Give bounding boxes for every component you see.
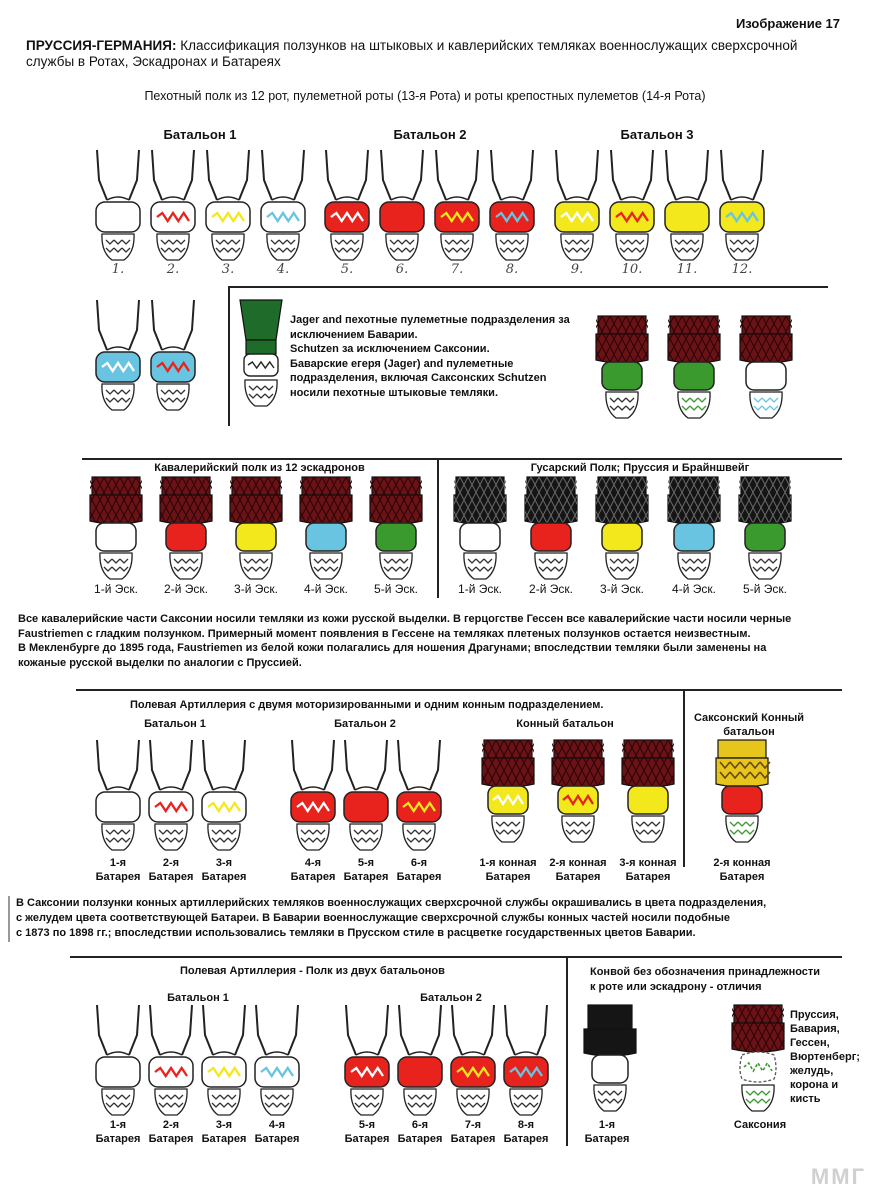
- squadron-label: 4-й Эск.: [672, 582, 716, 596]
- battery-label-line: Батарея: [95, 1133, 141, 1145]
- knot-number: 3.: [221, 262, 235, 277]
- squadron-label: 1-й Эск.: [458, 582, 502, 596]
- battery-label: [379, 856, 459, 884]
- cord-knot-icon: [148, 150, 198, 265]
- cord-knot-icon: [607, 150, 657, 265]
- braided-slider-icon: [368, 477, 424, 581]
- escort-battery-line: 1-я: [598, 1119, 616, 1131]
- braided-slider-icon: [523, 477, 579, 581]
- braided-slider-icon: [550, 740, 606, 844]
- acorn-tassel-icon: [730, 1005, 786, 1115]
- page-title: [26, 38, 836, 70]
- jager-note: [290, 313, 600, 400]
- battalion-1-heading: Батальон 1: [163, 127, 237, 142]
- cavalry-note-line: Все кавалерийские части Саксонии носили темляки из кожи русской выделки. В герцогстве Гессен все кавалерийские части носили черные: [18, 613, 792, 625]
- artillery-1-divider: [76, 689, 842, 691]
- cord-knot-icon: [552, 150, 602, 265]
- escort-state: Бавария,: [790, 1023, 840, 1035]
- braided-slider-icon: [480, 740, 536, 844]
- braided-slider-icon: [620, 740, 676, 844]
- escort-state: кисть: [790, 1093, 821, 1105]
- battery-label-line: Батарея: [148, 1133, 194, 1145]
- squadron-label: 5-й Эск.: [743, 582, 787, 596]
- battery-label: [237, 1118, 317, 1146]
- cord-knot-icon: [377, 150, 427, 265]
- artillery-1-group-3: Конный батальон: [516, 718, 614, 730]
- cord-knot-icon: [93, 740, 143, 855]
- cavalry-note-line: Faustriemen с гладким ползунком. Примерный момент появления в Гессене на темляках плетеных ползунков остается неизвестным.: [18, 627, 751, 640]
- battery-label-line: 6-я: [411, 1119, 429, 1131]
- battery-label-line: 2-я: [162, 857, 180, 869]
- page-title-bold: ПРУССИЯ-ГЕРМАНИЯ:: [26, 38, 177, 53]
- jager-box-left-line: [228, 286, 230, 426]
- artillery-2-title: Полевая Артиллерия - Полк из двух батальонов: [180, 965, 445, 977]
- battery-label-line: 2-я конная: [549, 857, 607, 869]
- escort-title-line: Конвой без обозначения принадлежности: [590, 966, 821, 978]
- cord-knot-icon: [288, 740, 338, 855]
- escort-state: Пруссия,: [790, 1009, 839, 1021]
- escort-battery-label: [577, 1118, 637, 1146]
- battery-label-line: Батарея: [148, 871, 194, 883]
- braided-slider-icon: [594, 477, 650, 581]
- artillery-1-separator: [683, 689, 685, 867]
- jager-note-line: Jager and пехотные пулеметные подразделения за: [290, 314, 570, 326]
- battery-label-line: Батарея: [201, 1133, 247, 1145]
- braided-slider-icon: [737, 477, 793, 581]
- battery-label-line: 1-я: [109, 1119, 127, 1131]
- cord-knot-icon: [394, 740, 444, 855]
- battery-label-line: Батарея: [485, 871, 531, 883]
- escort-states: [790, 1008, 878, 1106]
- hussar-title: Гусарский Полк; Пруссия и Брайншвейг: [530, 462, 750, 474]
- watermark-text: ММГ: [810, 1164, 866, 1189]
- battery-label-line: Батарея: [396, 871, 442, 883]
- battery-label-line: 2-я: [162, 1119, 180, 1131]
- jager-note-line: носили пехотные штыковые темляки.: [290, 386, 498, 399]
- cord-knot-icon: [432, 150, 482, 265]
- braided-slider-icon: [666, 316, 722, 420]
- braided-slider-icon: [666, 477, 722, 581]
- knot-number: 11.: [676, 262, 698, 277]
- braided-slider-icon: [88, 477, 144, 581]
- battery-label-line: Батарея: [555, 871, 601, 883]
- saxon-horse-title-line: батальон: [723, 726, 775, 738]
- battery-label-line: Батарея: [397, 1133, 443, 1145]
- artillery-1-group-1: Батальон 1: [144, 718, 206, 730]
- battery-label-line: 3-я конная: [619, 857, 677, 869]
- saxon-horse-title-line: Саксонский Конный: [693, 712, 805, 724]
- image-label: Изображение 17: [735, 16, 840, 31]
- battery-label: [486, 1118, 566, 1146]
- cord-knot-icon: [199, 1005, 249, 1120]
- escort-state: желудь,: [790, 1065, 834, 1077]
- knot-number: 2.: [166, 262, 180, 277]
- jager-note-line: исключением Баварии.: [290, 328, 418, 341]
- cord-knot-icon: [448, 1005, 498, 1120]
- saxon-horse-title: [686, 711, 812, 739]
- battery-label-line: 1-я: [109, 857, 127, 869]
- artillery-2-separator: [566, 956, 568, 1146]
- cord-knot-icon: [487, 150, 537, 265]
- escort-saxony-label: Саксония: [733, 1119, 787, 1131]
- battery-label-line: 4-я: [268, 1119, 286, 1131]
- jager-note-line: Schutzen за исключением Саксонии.: [290, 343, 490, 355]
- squadron-label: 2-й Эск.: [529, 582, 573, 596]
- battery-label: [538, 856, 618, 884]
- cavalry-note: [18, 612, 878, 670]
- squadron-label: 5-й Эск.: [374, 582, 418, 596]
- cavalry-title: Кавалерийский полк из 12 эскадронов: [154, 462, 365, 474]
- braided-slider-icon: [738, 316, 794, 420]
- battery-label-line: 6-я: [410, 857, 428, 869]
- battery-label-line: 8-я: [517, 1119, 535, 1131]
- battery-label-line: Батарея: [254, 1133, 300, 1145]
- saxony-note-line: с желудем цвета соответствующей Батареи. В Баварии военнослужащие сверхсрочной службы конных частей носили подобные: [16, 912, 731, 924]
- cord-knot-icon: [501, 1005, 551, 1120]
- escort-state: Гессен,: [790, 1037, 830, 1049]
- artillery-1-title: Полевая Артиллерия с двумя моторизированными и одним конным подразделением.: [130, 699, 604, 711]
- cord-knot-icon: [341, 740, 391, 855]
- battalion-3-heading: Батальон 3: [620, 127, 694, 142]
- escort-battery-line: Батарея: [584, 1133, 630, 1145]
- cord-knot-icon: [662, 150, 712, 265]
- cord-knot-icon: [395, 1005, 445, 1120]
- battery-label-line: Батарея: [201, 871, 247, 883]
- cavalry-divider: [82, 458, 842, 460]
- artillery-1-group-2: Батальон 2: [334, 718, 396, 730]
- cord-knot-icon: [252, 1005, 302, 1120]
- artillery-2-group-2: Батальон 2: [420, 992, 482, 1004]
- artillery-2-divider: [70, 956, 842, 958]
- knot-number: 12.: [731, 262, 753, 277]
- knot-number: 1.: [111, 262, 125, 277]
- battalion-2-heading: Батальон 2: [393, 127, 467, 142]
- knot-number: 9.: [570, 262, 584, 277]
- braided-slider-icon: [298, 477, 354, 581]
- battery-label-line: Батарея: [625, 871, 671, 883]
- braided-slider-icon: [594, 316, 650, 420]
- saxony-note-bar: [8, 896, 10, 942]
- battery-label-line: 5-я: [358, 1119, 376, 1131]
- watermark: [811, 1164, 866, 1190]
- battery-label-line: Батарея: [290, 871, 336, 883]
- saxony-note-line: с 1873 по 1898 гг.; впоследствии использовались темляки в Прусском стиле в расцветке государственных цветов Баварии.: [16, 927, 696, 939]
- escort-state: корона и: [790, 1079, 839, 1091]
- cord-knot-icon: [93, 300, 143, 415]
- squadron-label: 1-й Эск.: [94, 582, 138, 596]
- squadron-label: 4-й Эск.: [304, 582, 348, 596]
- battery-label-line: 5-я: [357, 857, 375, 869]
- battery-label-line: Батарея: [343, 871, 389, 883]
- battery-label-line: Батарея: [719, 871, 765, 883]
- battery-label-line: 3-я: [215, 857, 233, 869]
- cavalry-note-line: кожаные русской выделки по аналогии с Пруссией.: [18, 656, 302, 669]
- cord-knot-icon: [93, 1005, 143, 1120]
- cord-knot-icon: [199, 740, 249, 855]
- cord-knot-icon: [717, 150, 767, 265]
- cord-knot-icon: [322, 150, 372, 265]
- squadron-label: 3-й Эск.: [234, 582, 278, 596]
- page-title-text: Классификация ползунков на штыковых и кавлерийских темляках военнослужащих сверхсрочной службы в Ротах, Эскадронах и Батареях: [26, 38, 798, 69]
- cord-knot-icon: [93, 150, 143, 265]
- knot-number: 4.: [276, 262, 290, 277]
- battery-label-line: Батарея: [344, 1133, 390, 1145]
- battery-label-line: 4-я: [304, 857, 322, 869]
- braided-slider-icon: [228, 477, 284, 581]
- battery-label: [184, 856, 264, 884]
- cord-knot-icon: [258, 150, 308, 265]
- infantry-subtitle: Пехотный полк из 12 рот, пулеметной роты (13-я Рота) и роты крепостных пулеметов (14-я Рота): [144, 89, 706, 103]
- battery-label: [702, 856, 782, 884]
- battery-label: [608, 856, 688, 884]
- battery-label-line: Батарея: [95, 871, 141, 883]
- braided-slider-icon: [582, 1005, 638, 1115]
- jager-box-top-line: [228, 286, 828, 288]
- cord-knot-icon: [148, 300, 198, 415]
- braided-slider-icon: [714, 740, 770, 844]
- knot-number: 10.: [621, 262, 643, 277]
- cord-knot-icon: [146, 1005, 196, 1120]
- cavalry-hussar-separator: [437, 458, 439, 598]
- knot-number: 8.: [505, 262, 519, 277]
- cord-knot-icon: [146, 740, 196, 855]
- cord-knot-icon: [203, 150, 253, 265]
- knot-number: 7.: [450, 262, 464, 277]
- saxony-note-line: В Саксонии ползунки конных артиллерийских темляков военнослужащих сверхсрочной службы окрашивались в цвета подразделения,: [16, 897, 767, 909]
- squadron-label: 3-й Эск.: [600, 582, 644, 596]
- battery-label: [468, 856, 548, 884]
- jager-note-line: подразделения, включая Саксонских Schutzen: [290, 372, 547, 384]
- battery-label-line: Батарея: [503, 1133, 549, 1145]
- battery-label-line: 7-я: [464, 1119, 482, 1131]
- braided-slider-icon: [452, 477, 508, 581]
- battery-label-line: 3-я: [215, 1119, 233, 1131]
- knot-number: 5.: [340, 262, 354, 277]
- leather-strap-icon: [236, 300, 286, 418]
- cord-knot-icon: [342, 1005, 392, 1120]
- jager-note-line: Баварские егеря (Jager) and пулеметные: [290, 357, 514, 370]
- escort-title-line: к роте или эскадрону - отличия: [590, 981, 762, 993]
- cavalry-note-line: В Мекленбурге до 1895 года, Faustriemen из белой кожи полагались для ношения Драгунами; впоследствии темляки были заменены на: [18, 642, 767, 654]
- escort-state: Вюртенберг;: [790, 1051, 860, 1063]
- artillery-2-group-1: Батальон 1: [167, 992, 229, 1004]
- battery-label-line: 1-я конная: [479, 857, 537, 869]
- knot-number: 6.: [395, 262, 409, 277]
- squadron-label: 2-й Эск.: [164, 582, 208, 596]
- saxony-note: [16, 896, 876, 941]
- battery-label-line: 2-я конная: [713, 857, 771, 869]
- braided-slider-icon: [158, 477, 214, 581]
- escort-title: [590, 965, 850, 995]
- battery-label-line: Батарея: [450, 1133, 496, 1145]
